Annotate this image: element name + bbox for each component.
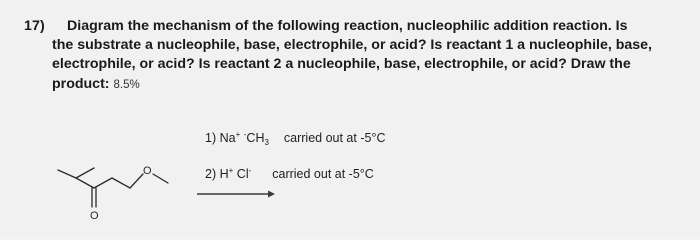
bond-branch-down [76,178,94,188]
bond-chain-1 [94,178,112,188]
substrate-structure [56,140,176,220]
step-1-methyl-subscript: 3 [264,138,269,147]
carbonyl-oxygen-label: O [90,210,99,220]
reagent-step-1 [205,131,385,145]
step-2-condition: carried out at -5°C [272,167,374,181]
question-text-line-1: Diagram the mechanism of the following reaction, nucleophilic addition reaction. Is [67,18,628,34]
step-1-minus-charge: - [243,130,247,139]
question-text-line-4 [52,76,140,92]
step-1-methyl: CH [246,131,265,145]
reagent-step-2 [205,167,374,181]
question-text-line-3: electrophile, or acid? Is reactant 2 a nucleophile, base, electrophile, or acid? Draw the [52,56,631,72]
question-number: 17) [24,18,45,34]
step-1-plus-charge: + [235,130,241,139]
bond-ch3-left [58,170,76,178]
question-text-line-2: the substrate a nucleophile, base, electrophile, or acid? Is reactant 1 a nucleophile, base, [52,37,653,53]
step-1-number: 1) [205,131,217,145]
step-2-plus-charge: + [228,166,234,175]
step-1-reagent: Na [219,131,236,145]
points-value: 8.5% [113,79,140,91]
step-1-condition: carried out at -5°C [283,131,386,145]
bond-chain-2 [112,178,130,188]
reaction-arrow [196,189,276,199]
bond-to-ether-oxygen [130,174,143,188]
bond-branch-up [76,168,94,178]
step-2-anion: Cl [236,167,249,181]
step-2-anion-charge: - [248,166,252,175]
ether-oxygen-label: O [143,165,152,177]
step-2-number: 2) [205,167,217,181]
bond-ether-methyl [153,174,168,183]
step-2-reagent: H [219,167,229,181]
product-label: product: [52,76,110,92]
